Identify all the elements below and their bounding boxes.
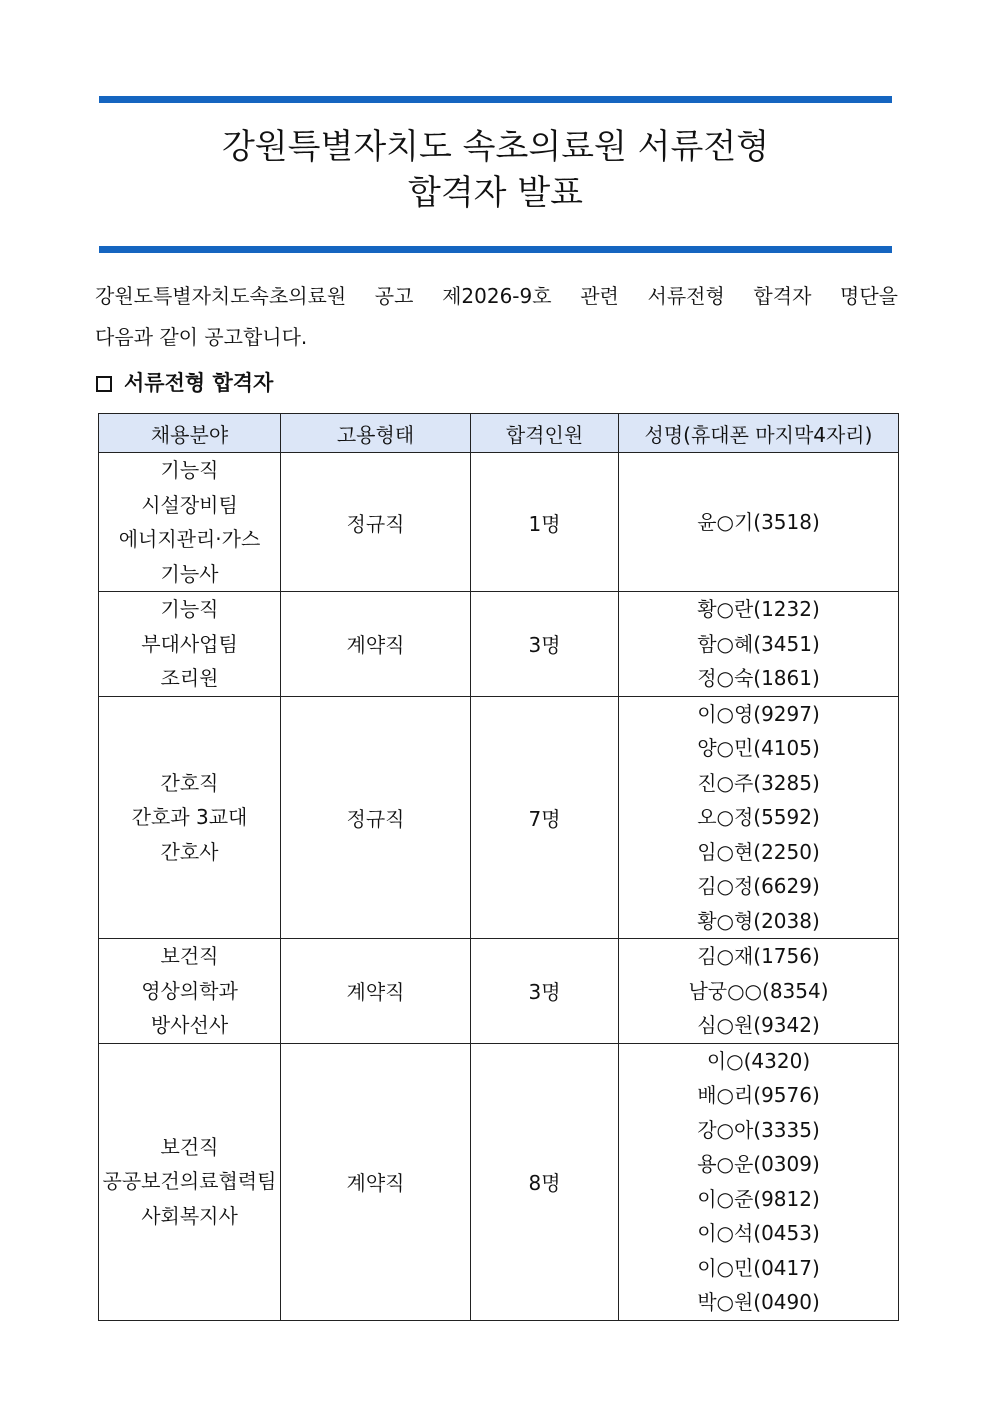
names-cell (619, 696, 899, 939)
names-cell (619, 453, 899, 592)
table-row (99, 592, 899, 697)
field-cell (99, 939, 281, 1044)
type-cell: 계약직 (281, 1043, 471, 1320)
applicant-name: 남궁○○(8354) (688, 978, 829, 1003)
applicant-name: 배○리(9576) (697, 1083, 820, 1107)
type-cell: 계약직 (281, 939, 471, 1044)
field-line: 간호직 (160, 770, 219, 795)
field-line: 간호과 3교대 (131, 805, 248, 829)
section-heading-label: 서류전형 합격자 (124, 371, 274, 395)
count-cell: 3명 (471, 592, 619, 697)
field-line: 에너지관리·가스 (118, 527, 261, 551)
field-line: 조리원 (160, 666, 219, 690)
bottom-rule (99, 246, 892, 253)
checkbox-icon (96, 376, 112, 392)
count-cell: 1명 (471, 453, 619, 592)
names-cell (619, 1043, 899, 1320)
title-line-2: 합격자 발표 (407, 173, 584, 213)
field-line: 공공보건의료협력팀 (102, 1169, 277, 1194)
field-cell (99, 696, 281, 939)
field-cell (99, 453, 281, 592)
type-cell: 정규직 (281, 696, 471, 939)
table-row (99, 1043, 899, 1320)
field-line: 기능직 (160, 458, 219, 482)
field-line: 기능사 (160, 561, 219, 586)
applicant-name: 이○석(0453) (697, 1221, 820, 1245)
intro-line-2: 다음과 같이 공고합니다. (95, 325, 308, 349)
type-cell: 계약직 (281, 592, 471, 697)
field-line: 보건직 (160, 944, 219, 968)
applicant-name: 윤○기(3518) (697, 509, 820, 534)
field-line: 영상의학과 (141, 978, 238, 1003)
table-row (99, 939, 899, 1044)
applicant-name: 이○영(9297) (697, 701, 820, 726)
applicant-name: 김○정(6629) (697, 874, 820, 898)
applicant-name: 이○(4320) (706, 1048, 811, 1073)
count-cell: 8명 (471, 1043, 619, 1320)
applicant-name: 양○민(4105) (697, 736, 820, 760)
applicant-name: 이○민(0417) (697, 1255, 820, 1280)
header-names: 성명(휴대폰 마지막4자리) (619, 414, 899, 453)
count-cell: 3명 (471, 939, 619, 1044)
field-line: 사회복지사 (141, 1203, 238, 1228)
names-cell (619, 939, 899, 1044)
header-field: 채용분야 (99, 414, 281, 453)
applicant-name: 박○원(0490) (697, 1290, 820, 1314)
field-cell (99, 1043, 281, 1320)
applicant-name: 임○현(2250) (697, 839, 820, 864)
applicant-name: 오○정(5592) (697, 805, 820, 829)
applicant-name: 이○준(9812) (697, 1186, 820, 1211)
field-line: 시설장비팀 (141, 492, 238, 517)
table-row (99, 453, 899, 592)
field-cell (99, 592, 281, 697)
applicant-name: 황○란(1232) (697, 597, 820, 621)
intro-line-1: 강원도특별자치도속초의료원 공고 제2026-9호 관련 서류전형 합격자 명단을 (95, 284, 898, 308)
table-row (99, 696, 899, 939)
applicant-name: 진○주(3285) (697, 770, 820, 795)
page-title (99, 124, 892, 216)
count-cell: 7명 (471, 696, 619, 939)
field-line: 기능직 (160, 597, 219, 621)
field-line: 간호사 (160, 839, 219, 864)
applicant-name: 함○혜(3451) (697, 631, 820, 656)
header-type: 고용형태 (281, 414, 471, 453)
names-cell (619, 592, 899, 697)
results-table (98, 413, 899, 1321)
top-rule (99, 96, 892, 103)
type-cell: 정규직 (281, 453, 471, 592)
applicant-name: 심○원(9342) (697, 1013, 820, 1037)
field-line: 보건직 (160, 1134, 219, 1159)
header-count: 합격인원 (471, 414, 619, 453)
applicant-name: 용○운(0309) (697, 1152, 820, 1176)
title-line-1: 강원특별자치도 속초의료원 서류전형 (221, 127, 770, 167)
applicant-name: 강○아(3335) (697, 1117, 820, 1142)
field-line: 방사선사 (150, 1013, 229, 1037)
applicant-name: 황○형(2038) (697, 908, 820, 933)
announcement-text (95, 276, 898, 358)
table-header-row (99, 414, 899, 453)
field-line: 부대사업팀 (141, 631, 238, 656)
section-heading (96, 367, 273, 397)
applicant-name: 김○재(1756) (697, 944, 820, 968)
applicant-name: 정○숙(1861) (697, 666, 820, 690)
